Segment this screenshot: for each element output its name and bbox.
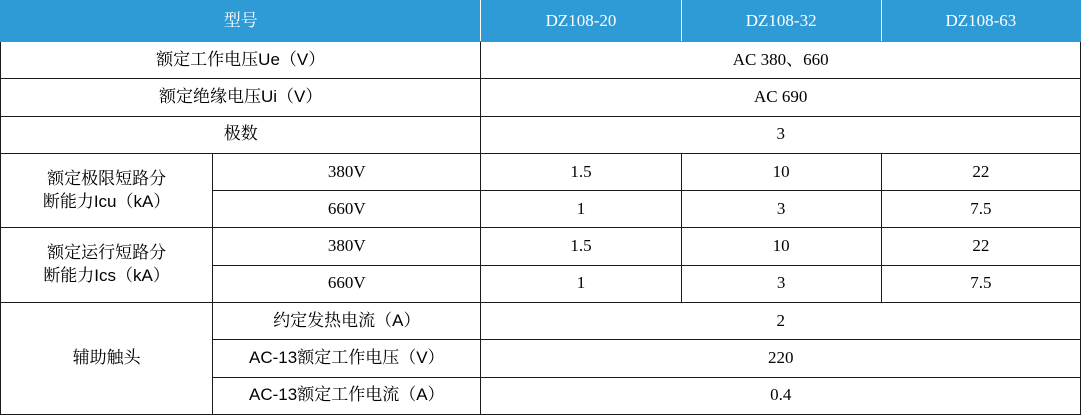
header-column-dz108-20: DZ108-20	[481, 1, 681, 42]
row-value-rated-insulation-voltage: AC 690	[481, 79, 1081, 116]
value-ics-380v-dz108-32: 10	[681, 228, 881, 265]
table-row	[1, 116, 1081, 153]
row-label-poles: 极数	[1, 116, 481, 153]
sub-label-ac13-rated-current: AC-13额定工作电流（A）	[213, 377, 481, 414]
row-label-icu-line2: 断能力Icu（kA）	[42, 191, 171, 211]
value-conventional-heating-current: 2	[481, 303, 1081, 340]
value-ics-660v-dz108-63: 7.5	[881, 265, 1080, 302]
value-icu-660v-dz108-32: 3	[681, 191, 881, 228]
sub-label-ics-660v: 660V	[213, 265, 481, 302]
row-value-rated-working-voltage: AC 380、660	[481, 42, 1081, 79]
table-header-row	[1, 1, 1081, 42]
row-label-icu-line1: 额定极限短路分	[47, 168, 167, 188]
sub-label-icu-380v: 380V	[213, 153, 481, 190]
sub-label-conventional-heating-current: 约定发热电流（A）	[213, 303, 481, 340]
value-icu-380v-dz108-63: 22	[881, 153, 1080, 190]
value-ac13-rated-current: 0.4	[481, 377, 1081, 414]
row-label-ics-line2: 断能力Ics（kA）	[43, 266, 170, 286]
sub-label-ac13-rated-voltage: AC-13额定工作电压（V）	[213, 340, 481, 377]
header-model-label: 型号	[1, 1, 481, 42]
row-label-ics-line1: 额定运行短路分	[47, 243, 167, 263]
value-ics-380v-dz108-63: 22	[881, 228, 1080, 265]
table-row	[1, 153, 1081, 190]
row-label-rated-insulation-voltage: 额定绝缘电压Ui（V）	[1, 79, 481, 116]
table-row	[1, 303, 1081, 340]
row-label-rated-working-voltage: 额定工作电压Ue（V）	[1, 42, 481, 79]
value-icu-660v-dz108-63: 7.5	[881, 191, 1080, 228]
sub-label-ics-380v: 380V	[213, 228, 481, 265]
value-ics-660v-dz108-32: 3	[681, 265, 881, 302]
row-label-auxiliary-contact: 辅助触头	[1, 303, 213, 415]
header-column-dz108-63: DZ108-63	[881, 1, 1080, 42]
sub-label-icu-660v: 660V	[213, 191, 481, 228]
value-icu-380v-dz108-20: 1.5	[481, 153, 681, 190]
value-icu-660v-dz108-20: 1	[481, 191, 681, 228]
row-label-icu	[1, 153, 213, 228]
value-icu-380v-dz108-32: 10	[681, 153, 881, 190]
table-row	[1, 42, 1081, 79]
row-value-poles: 3	[481, 116, 1081, 153]
table-row	[1, 228, 1081, 265]
value-ac13-rated-voltage: 220	[481, 340, 1081, 377]
value-ics-660v-dz108-20: 1	[481, 265, 681, 302]
row-label-ics	[1, 228, 213, 303]
table-row	[1, 79, 1081, 116]
value-ics-380v-dz108-20: 1.5	[481, 228, 681, 265]
header-column-dz108-32: DZ108-32	[681, 1, 881, 42]
